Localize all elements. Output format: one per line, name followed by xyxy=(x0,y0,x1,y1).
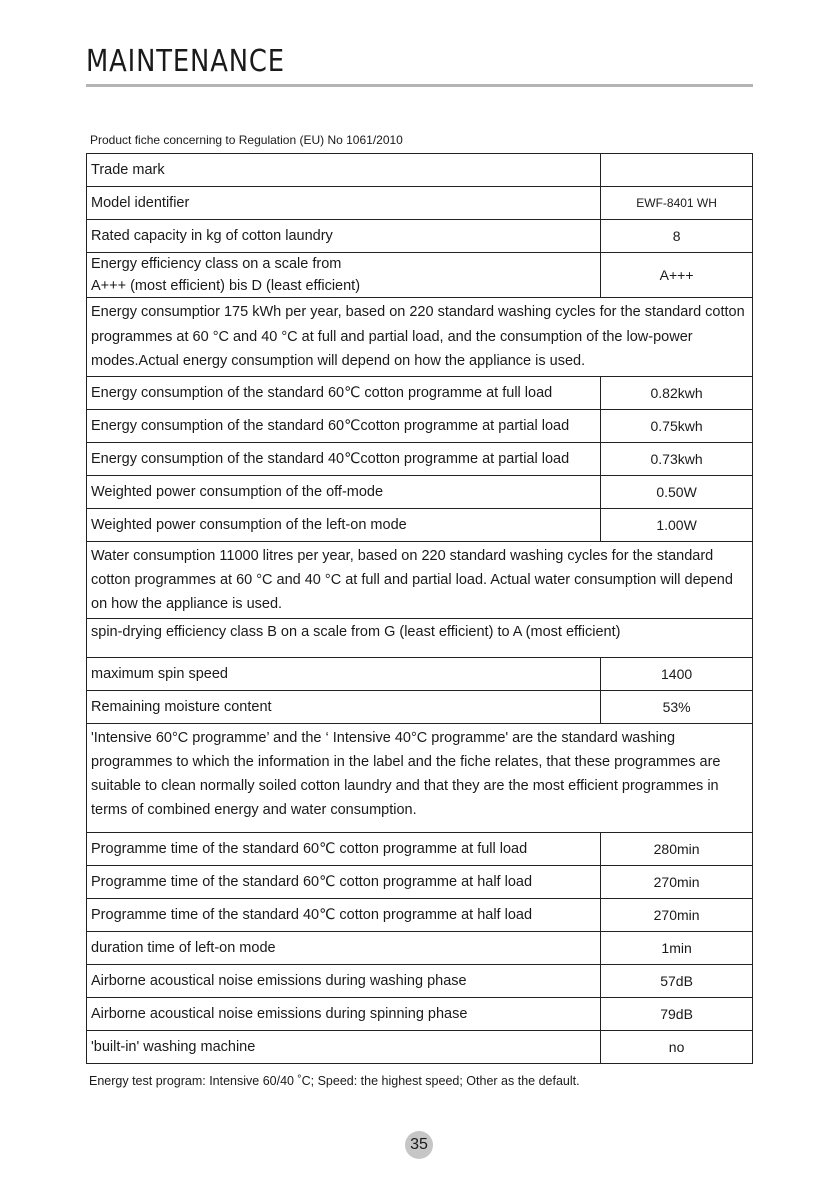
energy-class-value: A+++ xyxy=(601,253,753,298)
row-label: maximum spin speed xyxy=(87,657,601,690)
table-row xyxy=(87,475,753,508)
table-row xyxy=(87,1030,753,1063)
product-fiche-table xyxy=(86,153,753,1064)
row-label: Energy consumption of the standard 60℃ cotton programme at full load xyxy=(87,376,601,409)
row-value: 1.00W xyxy=(601,508,753,541)
row-label: Energy consumption of the standard 40℃cotton programme at partial load xyxy=(87,442,601,475)
row-label: Weighted power consumption of the left-on mode xyxy=(87,508,601,541)
table-row xyxy=(87,541,753,618)
energy-test-note: Energy test program: Intensive 60/40 ˚C; Speed: the highest speed; Other as the default. xyxy=(89,1074,580,1088)
table-row xyxy=(87,832,753,865)
table-row xyxy=(87,657,753,690)
table-row xyxy=(87,187,753,220)
row-label: Airborne acoustical noise emissions during spinning phase xyxy=(87,997,601,1030)
table-row xyxy=(87,690,753,723)
row-value: 79dB xyxy=(601,997,753,1030)
row-value: 0.50W xyxy=(601,475,753,508)
row-label-line: Energy efficiency class on a scale from xyxy=(91,256,342,272)
row-label: Energy consumption of the standard 60℃cotton programme at partial load xyxy=(87,409,601,442)
row-label xyxy=(87,253,601,298)
row-value: 1400 xyxy=(601,657,753,690)
row-label: Trade mark xyxy=(87,154,601,187)
table-row xyxy=(87,618,753,657)
row-label: Programme time of the standard 60℃ cotton programme at full load xyxy=(87,832,601,865)
capacity-value: 8 xyxy=(601,220,753,253)
row-label: Model identifier xyxy=(87,187,601,220)
table-row xyxy=(87,898,753,931)
row-value: 270min xyxy=(601,865,753,898)
row-value: 1min xyxy=(601,931,753,964)
row-label: Remaining moisture content xyxy=(87,690,601,723)
page-number: 35 xyxy=(410,1136,428,1153)
row-value: no xyxy=(601,1030,753,1063)
table-row xyxy=(87,931,753,964)
energy-consumption-paragraph: Energy consumptior 175 kWh per year, based on 220 standard washing cycles for the standard cotton programmes at 60 °C and 40 °C at full and partial load, and the consumption of the low-power modes.Actual energy consumption will depend on how the appliance is used. xyxy=(87,298,753,377)
page-number-badge xyxy=(405,1131,433,1159)
table-row xyxy=(87,376,753,409)
row-label: Programme time of the standard 40℃ cotton programme at half load xyxy=(87,898,601,931)
row-label: Rated capacity in kg of cotton laundry xyxy=(87,220,601,253)
table-row xyxy=(87,442,753,475)
row-label-line: A+++ (most efficient) bis D (least efficient) xyxy=(91,278,361,294)
title-divider xyxy=(86,84,753,87)
row-value: 53% xyxy=(601,690,753,723)
table-row xyxy=(87,253,753,298)
model-identifier-value: EWF-8401 WH xyxy=(601,187,753,220)
row-value: 270min xyxy=(601,898,753,931)
table-row xyxy=(87,865,753,898)
table-row xyxy=(87,154,753,187)
fiche-subtitle: Product fiche concerning to Regulation (EU) No 1061/2010 xyxy=(90,133,403,147)
row-label: 'built-in' washing machine xyxy=(87,1030,601,1063)
spin-drying-class-text: spin-drying efficiency class B on a scale from G (least efficient) to A (most efficient) xyxy=(87,618,753,657)
table-row xyxy=(87,964,753,997)
row-value: 57dB xyxy=(601,964,753,997)
table-row xyxy=(87,508,753,541)
row-label: Airborne acoustical noise emissions during washing phase xyxy=(87,964,601,997)
row-label: duration time of left-on mode xyxy=(87,931,601,964)
table-row xyxy=(87,298,753,377)
row-label: Weighted power consumption of the off-mode xyxy=(87,475,601,508)
page-title: MAINTENANCE xyxy=(86,44,285,79)
row-value xyxy=(601,154,753,187)
water-consumption-paragraph: Water consumption 11000 litres per year, based on 220 standard washing cycles for the standard cotton programmes at 60 °C and 40 °C at full and partial load. Actual water consumption will depend on how the appliance is used. xyxy=(87,541,753,618)
row-value: 0.75kwh xyxy=(601,409,753,442)
table-row xyxy=(87,220,753,253)
row-value: 0.82kwh xyxy=(601,376,753,409)
row-value: 0.73kwh xyxy=(601,442,753,475)
table-row xyxy=(87,997,753,1030)
row-label: Programme time of the standard 60℃ cotton programme at half load xyxy=(87,865,601,898)
table-row xyxy=(87,723,753,832)
standard-programmes-paragraph: 'Intensive 60°C programme’ and the ‘ Intensive 40°C programme' are the standard washing programmes to which the information in the label and the fiche relates, that these programmes are suitable to clean normally soiled cotton laundry and that they are the most efficient programmes in terms of combined energy and water consumption. xyxy=(87,723,753,832)
table-row xyxy=(87,409,753,442)
row-value: 280min xyxy=(601,832,753,865)
